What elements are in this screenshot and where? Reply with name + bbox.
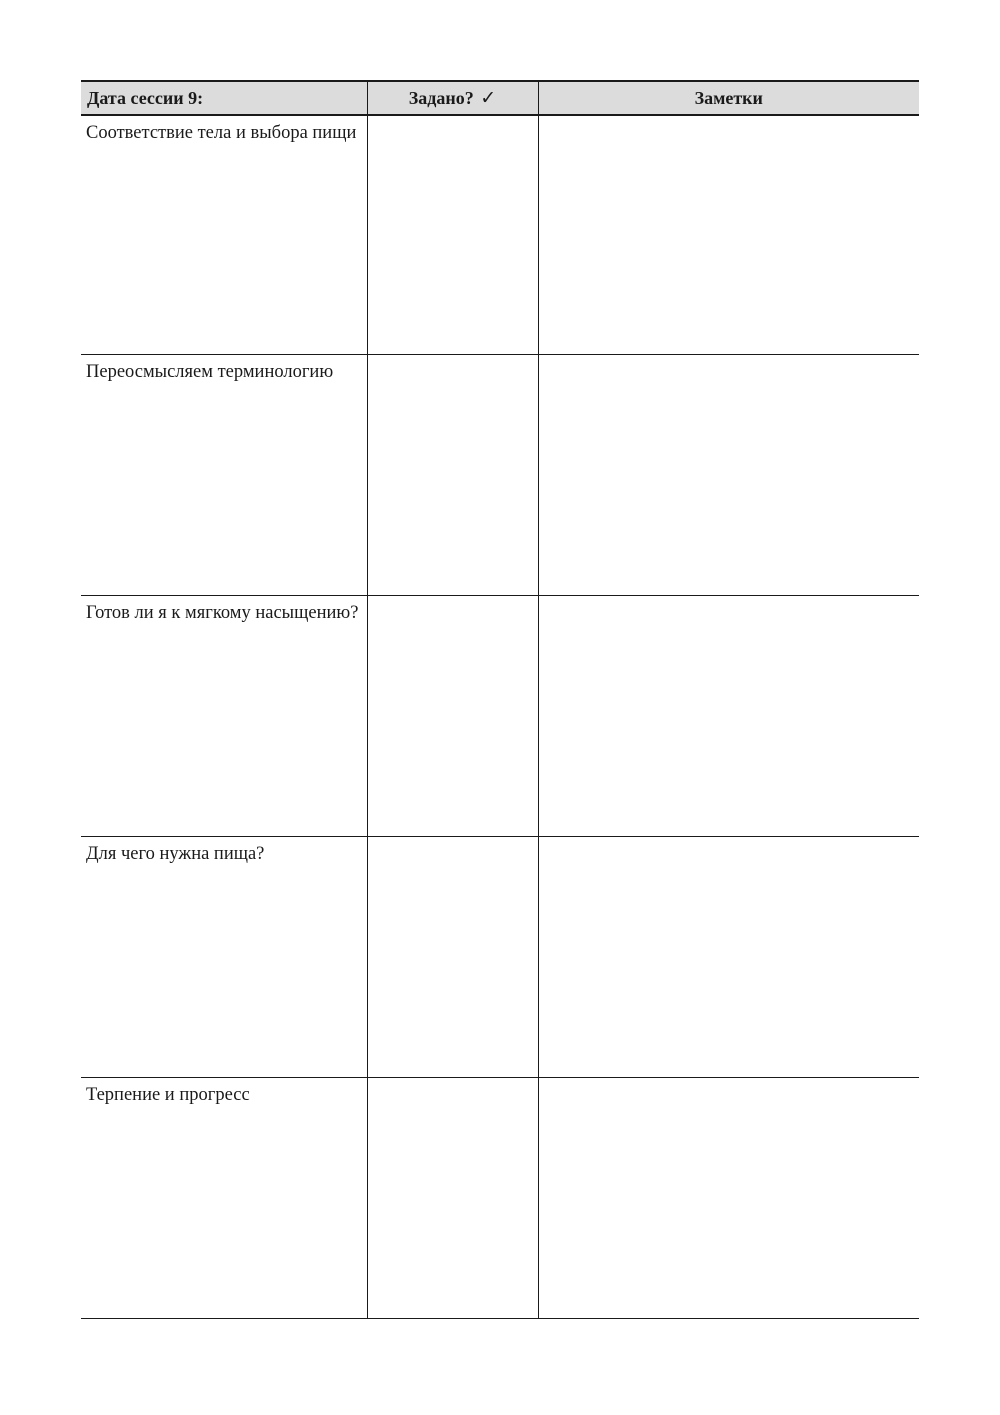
done-value — [368, 837, 538, 1077]
done-cell[interactable] — [367, 115, 538, 355]
table-row — [81, 1078, 919, 1319]
notes-header — [538, 81, 919, 115]
done-value — [368, 596, 538, 836]
topic-cell — [81, 837, 367, 1078]
topic-cell — [81, 115, 367, 355]
table-row — [81, 596, 919, 837]
done-cell[interactable] — [367, 837, 538, 1078]
topic-cell — [81, 596, 367, 837]
topic-label: Переосмысляем терминологию — [86, 362, 334, 382]
notes-value — [539, 355, 920, 595]
table-row — [81, 837, 919, 1078]
done-value — [368, 355, 538, 595]
notes-cell[interactable] — [538, 837, 919, 1078]
notes-cell[interactable] — [538, 355, 919, 596]
checkmark-icon: ✓ — [480, 87, 497, 109]
table-row — [81, 115, 919, 355]
session-worksheet — [81, 80, 919, 1319]
done-label: Задано? — [408, 88, 474, 108]
done-value — [368, 116, 538, 354]
topic-label: Для чего нужна пища? — [86, 844, 265, 864]
notes-value — [539, 1078, 920, 1318]
notes-cell[interactable] — [538, 115, 919, 355]
done-cell[interactable] — [367, 355, 538, 596]
notes-value — [539, 116, 920, 354]
notes-cell[interactable] — [538, 596, 919, 837]
done-header — [367, 81, 538, 115]
notes-value — [539, 837, 920, 1077]
notes-cell[interactable] — [538, 1078, 919, 1319]
table-row — [81, 355, 919, 596]
done-value — [368, 1078, 538, 1318]
topic-cell — [81, 355, 367, 596]
topic-label: Терпение и прогресс — [86, 1085, 250, 1105]
topic-label: Соответствие тела и выбора пищи — [86, 123, 357, 143]
topic-label: Готов ли я к мягкому насыщению? — [86, 603, 359, 623]
notes-label: Заметки — [694, 87, 763, 108]
done-cell[interactable] — [367, 596, 538, 837]
session-table — [81, 80, 919, 1319]
notes-value — [539, 596, 920, 836]
done-cell[interactable] — [367, 1078, 538, 1319]
session-date-label: Дата сессии 9: — [87, 87, 204, 108]
session-date-header — [81, 81, 367, 115]
table-header-row — [81, 81, 919, 115]
topic-cell — [81, 1078, 367, 1319]
